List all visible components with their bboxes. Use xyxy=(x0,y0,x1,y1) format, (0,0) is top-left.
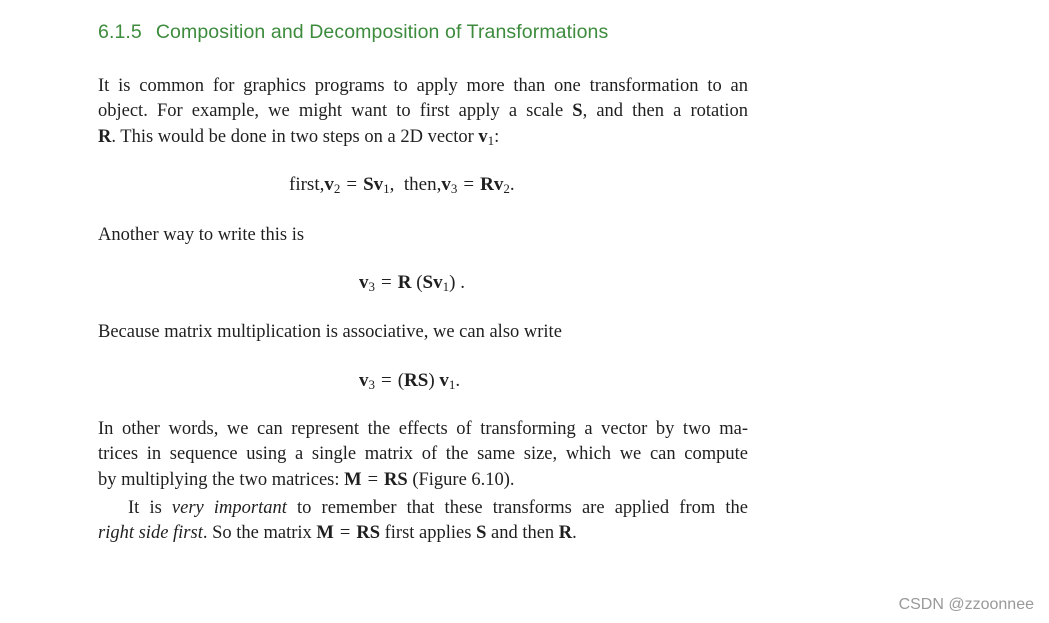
math-symbol: R xyxy=(98,126,112,147)
paragraph-associative xyxy=(98,320,748,345)
text-line: It is very important to remember that these transforms are applied from the xyxy=(128,498,748,518)
equation-nested: $v_3 = R$ $(Sv_1)$ . xyxy=(359,272,465,294)
math-symbol: RS xyxy=(384,469,408,490)
math-symbol: v xyxy=(478,126,488,147)
text-line: In other words, we can represent the effects of transforming a vector by two ma- xyxy=(98,419,748,439)
text-line: It is common for graphics programs to apply more than one transformation to an xyxy=(98,76,748,96)
text-line: by multiplying the two matrices: M = RS (Figure 6.10). xyxy=(98,469,515,490)
equation-steps: $first,v_2 = Sv_1$, $then,v_3 = Rv_2$. xyxy=(289,174,515,196)
watermark: CSDN @zzoonnee xyxy=(898,596,1034,613)
section-heading xyxy=(98,21,608,44)
math-symbol: S xyxy=(572,101,583,122)
text-line: Because matrix multiplication is associative, we can also write xyxy=(98,322,562,342)
math-symbol: S xyxy=(476,523,487,544)
paragraph-important xyxy=(98,496,748,547)
equation-associative: $v_3 = (RS)$ $v_1$. xyxy=(359,370,461,392)
emphasis-text: very important xyxy=(171,498,287,518)
math-symbol: M xyxy=(316,523,334,544)
math-symbol: R xyxy=(558,523,573,544)
text-line: trices in sequence using a single matrix of the same size, which we can compute xyxy=(98,444,748,465)
text-line: object. For example, we might want to first apply a scale S, and then a rotation xyxy=(98,101,748,122)
text-line: right side first. So the matrix M = RS first applies S and then R. xyxy=(98,523,577,544)
text-line: R. This would be done in two steps on a 2D vector $v_1$: xyxy=(98,126,500,148)
paragraph-another-way xyxy=(98,223,748,248)
section-title: Composition and Decomposition of Transformations xyxy=(155,21,609,43)
section-number: 6.1.5 xyxy=(98,21,142,43)
text-line: Another way to write this is xyxy=(98,225,305,245)
math-symbol: M xyxy=(344,469,362,490)
paragraph-intro xyxy=(98,74,748,150)
emphasis-text: right side first xyxy=(98,523,203,544)
paragraph-other-words xyxy=(98,417,748,493)
math-symbol: RS xyxy=(356,523,380,544)
